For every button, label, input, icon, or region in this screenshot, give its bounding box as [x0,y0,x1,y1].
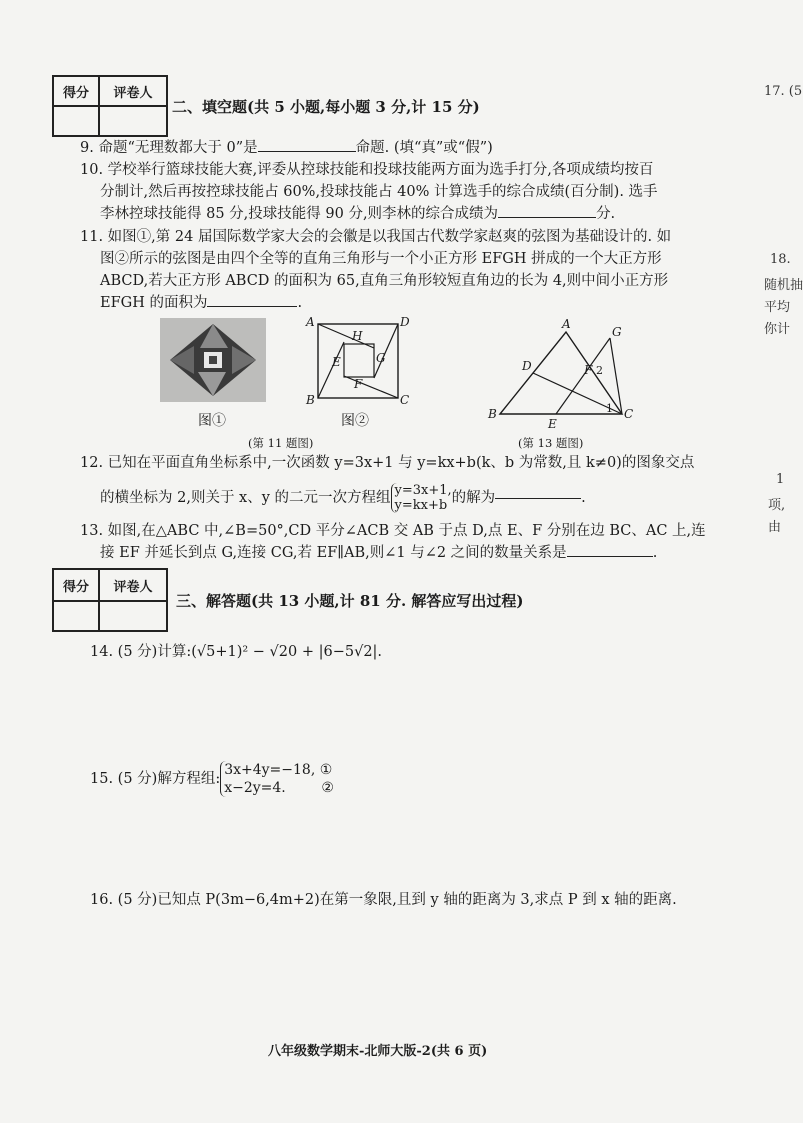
grader-header-label: 评卷人 [99,76,167,106]
question-10-line-2: 分制计,然后再按控球技能占 60%,投球技能占 40% 计算选手的综合成绩(百分制). 选手 [100,184,658,200]
figure-11-label: (第 11 题图) [248,436,314,450]
fig13-label-g: G [612,325,622,339]
answer-blank-10 [498,217,596,218]
figure-13-label: (第 13 题图) [518,436,584,450]
question-10-line-3: 李林控球技能得 85 分,投球技能得 90 分,则李林的综合成绩为 分. [100,206,616,222]
fig2-label-e: E [332,355,341,369]
edge-text-17: 17. (5 [764,84,803,99]
question-12-line-2: 的横坐标为 2,则关于 x、y 的二元一次方程组 y=3x+1, y=kx+b 的解为 . [100,483,586,513]
score-box-2 [52,568,168,632]
figure-2-square [304,314,414,406]
fig2-label-d: D [400,315,410,329]
edge-text-f: 由 [768,520,782,535]
fig2-label-h: H [352,329,363,343]
question-16: 16. (5 分)已知点 P(3m−6,4m+2)在第一象限,且到 y 轴的距离为 3,求点 P 到 x 轴的距离. [90,892,677,908]
question-11-line-4: EFGH 的面积为 . [100,295,303,311]
fig13-label-e: E [548,417,557,431]
question-13-line-2: 接 EF 并延长到点 G,连接 CG,若 EF∥AB,则∠1 与∠2 之间的数量关系是 . [100,545,658,561]
score-input-cell [53,106,99,136]
figure-1-emblem [160,318,266,402]
question-15: 15. (5 分)解方程组: 3x+4y=−18, ① x−2y=4. ② [90,762,334,796]
section-3-title: 三、解答题(共 13 小题,计 81 分. 解答应写出过程) [176,592,524,610]
answer-blank-13 [567,556,653,557]
fig13-label-c: C [624,407,634,421]
question-11-line-3: ABCD,若大正方形 ABCD 的面积为 65,直角三角形较短直角边的长为 4,则中间小正方形 [100,273,669,289]
score-header-label: 得分 [53,76,99,106]
fig13-label-a: A [562,317,571,331]
grader-input-cell-2 [99,601,167,631]
answer-blank-9 [258,151,356,152]
question-12-line-1: 12. 已知在平面直角坐标系中,一次函数 y=3x+1 与 y=kx+b(k、b 为常数,且 k≠0)的图象交点 [80,455,695,471]
edge-text-c: 你计 [764,322,791,337]
fig13-label-b: B [488,407,497,421]
answer-blank-11 [207,306,297,307]
edge-text-d: 1 [776,472,785,487]
equation-system-15: 3x+4y=−18, ① x−2y=4. ② [220,761,334,797]
question-9: 9. 命题“无理数都大于 0”是 命题. (填“真”或“假”) [80,140,493,156]
figure-2-caption: 图② [341,413,369,429]
question-11-line-2: 图②所示的弦图是由四个全等的直角三角形与一个小正方形 EFGH 拼成的一个大正方形 [100,251,662,267]
grader-header-label-2: 评卷人 [99,569,167,601]
fig2-label-b: B [306,393,315,407]
fig2-label-a: A [306,315,315,329]
section-2-title: 二、填空题(共 5 小题,每小题 3 分,计 15 分) [172,98,480,116]
question-10-line-1: 10. 学校举行篮球技能大赛,评委从控球技能和投球技能两方面为选手打分,各项成绩均按百 [80,162,654,178]
edge-text-e: 项, [768,498,786,513]
fig2-label-f: F [354,377,363,391]
score-header-label-2: 得分 [53,569,99,601]
question-14: 14. (5 分)计算:(√5+1)² − √20 + |6−5√2|. [90,644,383,660]
fig13-label-angle2: 2 [596,364,603,377]
figure-13-triangle [486,318,636,430]
fig2-label-c: C [400,393,410,407]
score-input-cell-2 [53,601,99,631]
grader-input-cell [99,106,167,136]
score-box-1 [52,75,168,137]
fig2-label-g: G [376,351,386,365]
figure-1-caption: 图① [198,413,226,429]
edge-text-a: 随机抽 [764,278,803,293]
fig13-label-f: F [584,363,593,377]
question-13-line-1: 13. 如图,在△ABC 中,∠B=50°,CD 平分∠ACB 交 AB 于点 D,点 E、F 分别在边 BC、AC 上,连 [80,523,706,539]
equation-system-12: y=3x+1, y=kx+b [391,483,452,513]
question-11-line-1: 11. 如图①,第 24 届国际数学家大会的会徽是以我国古代数学家赵爽的弦图为基础设计的. 如 [80,229,672,245]
fig13-label-d: D [522,359,532,373]
answer-blank-12 [495,498,581,499]
fig13-label-angle1: 1 [606,402,613,415]
page-footer: 八年级数学期末-北师大版-2(共 6 页) [268,1044,488,1059]
edge-text-18: 18. [770,252,791,267]
edge-text-b: 平均 [764,300,791,315]
